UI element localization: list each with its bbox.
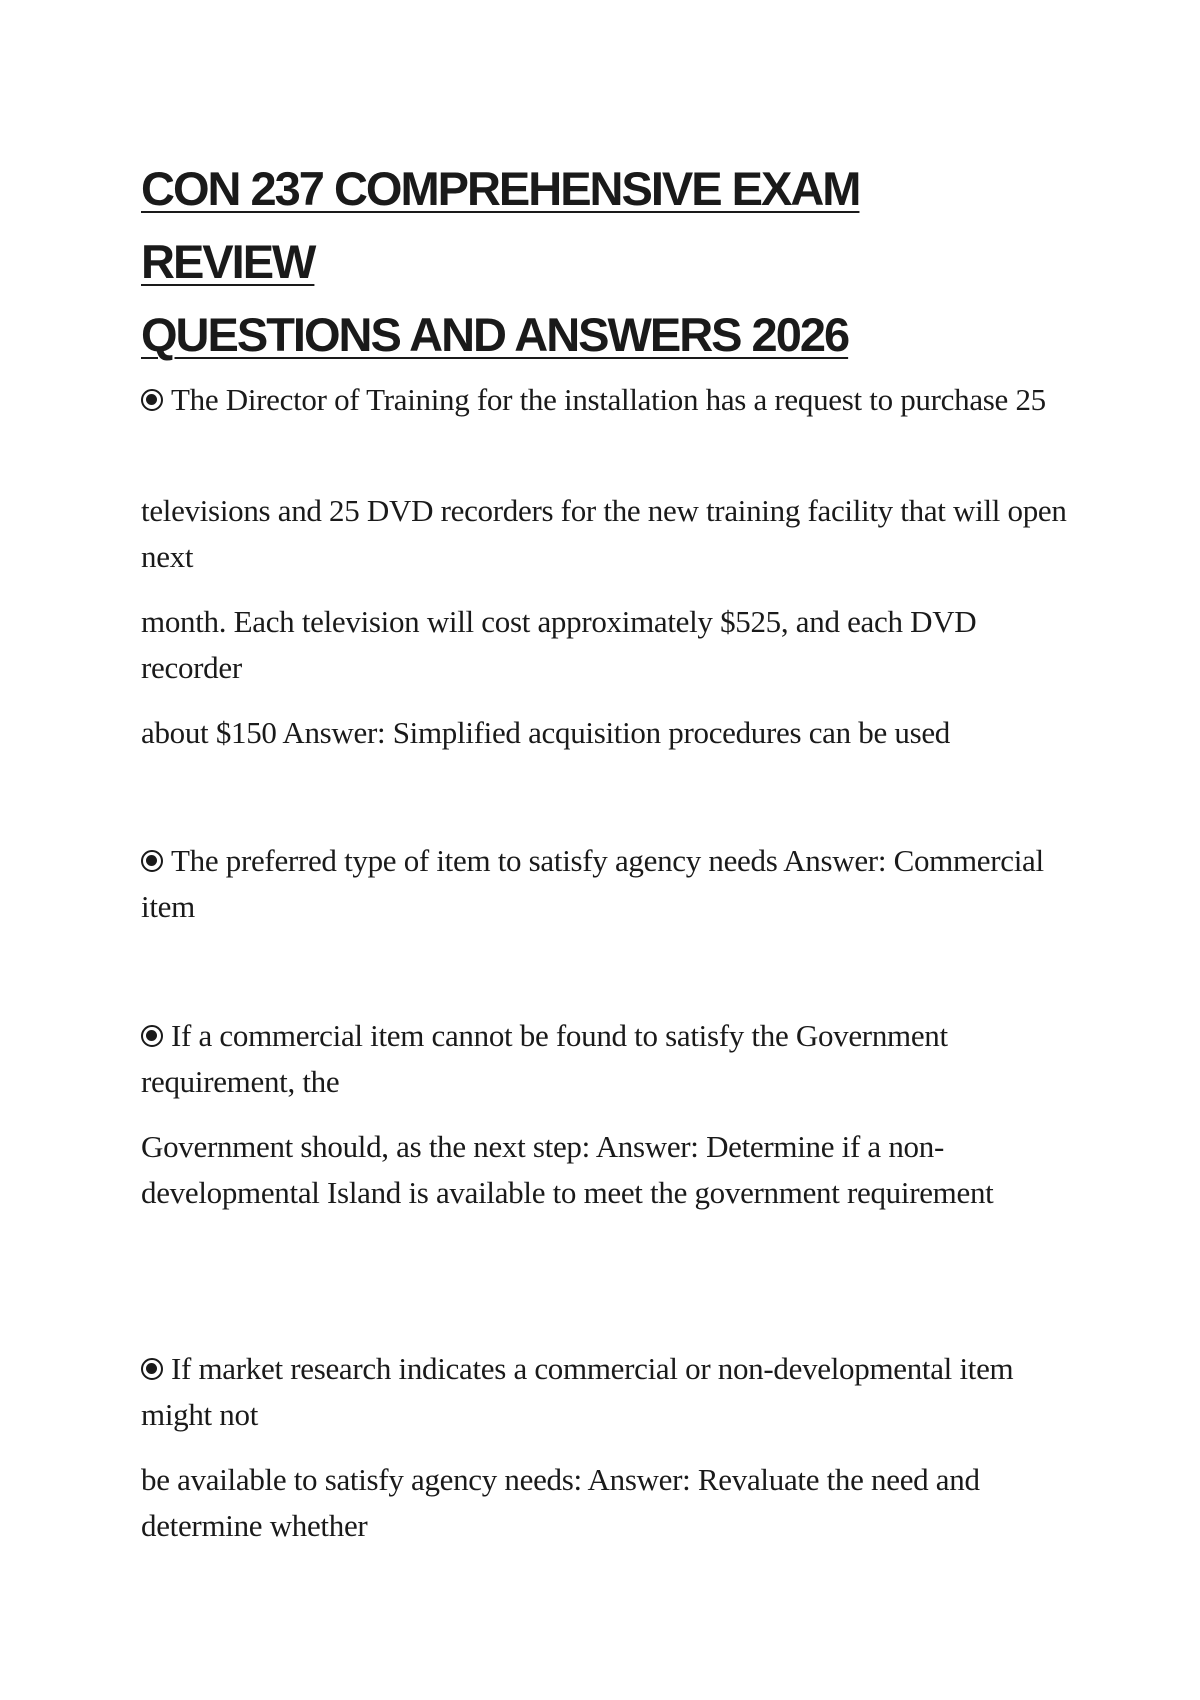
question-4-paragraph-1: If market research indicates a commercial or non-developmental item might not [141, 1351, 1014, 1432]
question-3-paragraph-1: If a commercial item cannot be found to satisfy the Government requirement, the [141, 1018, 948, 1099]
document-title [141, 152, 1021, 371]
question-4-paragraph-2: be available to satisfy agency needs: Answer: Revaluate the need and determine whether [141, 1462, 980, 1543]
question-1-paragraph-3: month. Each television will cost approximately $525, and each DVD recorder [141, 604, 977, 685]
question-2-paragraph-1: The preferred type of item to satisfy agency needs Answer: Commercial item [141, 843, 1044, 924]
question-1-paragraph-2: televisions and 25 DVD recorders for the new training facility that will open next [141, 493, 1067, 574]
radio-bullet-icon [141, 1025, 163, 1047]
radio-bullet-icon [141, 850, 163, 872]
question-1-paragraph-4: about $150 Answer: Simplified acquisition procedures can be used [141, 715, 951, 750]
title-line-2: QUESTIONS AND ANSWERS 2026 [141, 308, 849, 361]
question-1-paragraph-1: The Director of Training for the installation has a request to purchase 25 [141, 377, 1071, 423]
title-line-1: CON 237 COMPREHENSIVE EXAM REVIEW [141, 162, 860, 288]
radio-bullet-icon [141, 1358, 163, 1380]
radio-bullet-icon [141, 389, 163, 411]
question-3-paragraph-2: Government should, as the next step: Answer: Determine if a non-developmental Island is available to meet the government requirement [141, 1129, 994, 1210]
